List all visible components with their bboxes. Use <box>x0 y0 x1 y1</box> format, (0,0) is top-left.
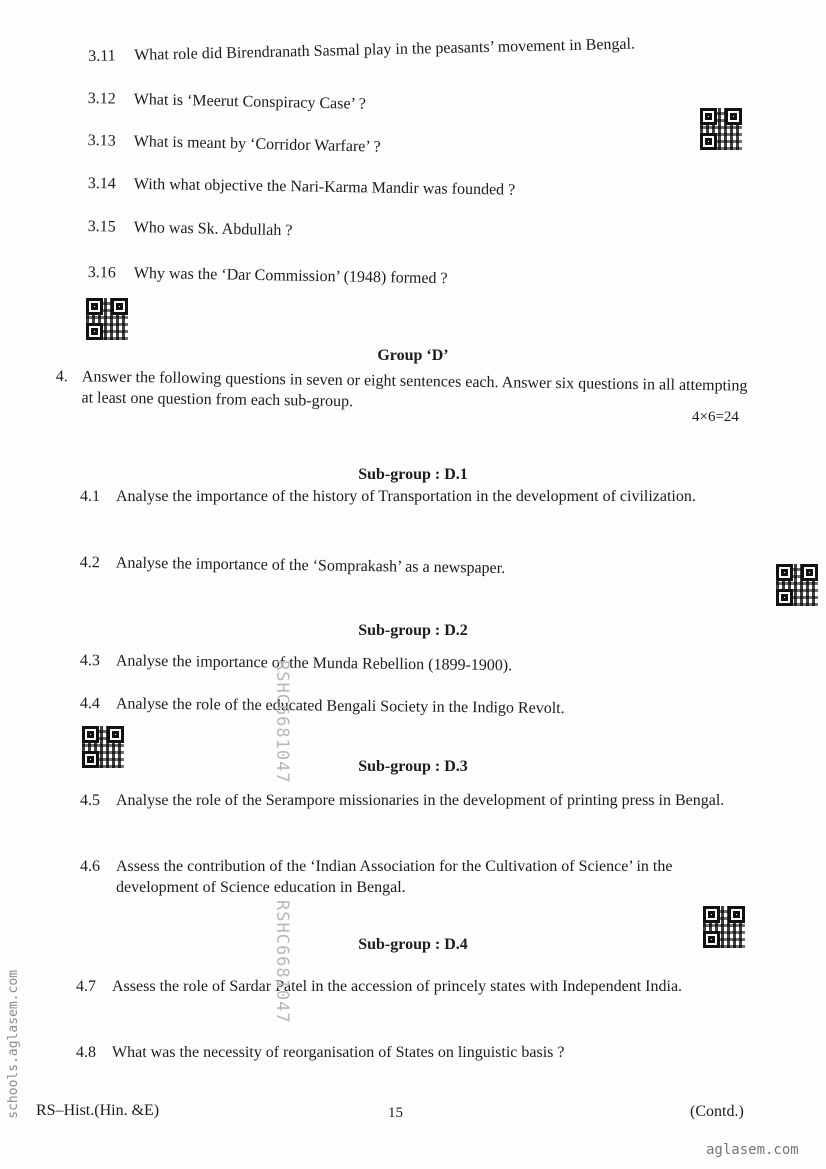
question-text: Why was the ‘Dar Commission’ (1948) formed ? <box>133 264 448 288</box>
qr-code-image <box>776 564 818 606</box>
paper-code: RS–Hist.(Hin. &E) <box>36 1102 160 1119</box>
question-3-16 <box>88 262 648 293</box>
question-text: Analyse the importance of the history of Transportation in the development of civilization. <box>116 488 696 505</box>
side-watermark: schools.aglasem.com <box>6 970 21 1119</box>
question-number: 3.13 <box>87 131 116 150</box>
instruction-text: Answer the following questions in seven or eight sentences each. Answer six questions in all attempting at least one question from each sub-group. <box>81 368 748 411</box>
question-text: Assess the contribution of the ‘Indian Association for the Cultivation of Science’ in the development of Science education in Bengal. <box>116 858 673 896</box>
question-4-6 <box>80 856 752 898</box>
question-3-14 <box>88 173 648 203</box>
question-number: 3.11 <box>88 47 116 65</box>
center-watermark: RSHC6681047 <box>272 660 292 784</box>
site-watermark: aglasem.com <box>706 1142 799 1158</box>
instruction-number: 4. <box>55 367 68 386</box>
question-text: Analyse the importance of the Munda Rebellion (1899-1900). <box>115 652 513 675</box>
question-number: 4.7 <box>76 978 96 995</box>
question-text: What role did Birendranath Sasmal play in the peasants’ movement in Bengal. <box>134 35 636 64</box>
question-text: Analyse the importance of the ‘Somprakash’ as a newspaper. <box>115 554 506 577</box>
subgroup-d4-title: Sub-group : D.4 <box>358 936 468 953</box>
group-d-title: Group ‘D’ <box>377 347 449 364</box>
group-d-instruction <box>55 366 756 418</box>
subgroup-d2-title: Sub-group : D.2 <box>358 622 468 639</box>
center-watermark: RSHC6681047 <box>272 900 292 1024</box>
question-4-5 <box>80 790 752 811</box>
contd-label: (Contd.) <box>690 1103 744 1120</box>
question-number: 3.16 <box>87 263 116 282</box>
question-number: 4.6 <box>80 858 100 875</box>
question-3-12 <box>88 88 648 121</box>
question-number: 3.15 <box>87 217 116 236</box>
question-text: Who was Sk. Abdullah ? <box>133 218 293 240</box>
question-text: What is meant by ‘Corridor Warfare’ ? <box>133 133 381 156</box>
subgroup-d1-title: Sub-group : D.1 <box>358 466 468 483</box>
question-4-2 <box>80 552 752 582</box>
question-3-13 <box>88 130 648 164</box>
question-number: 3.12 <box>87 89 116 108</box>
question-4-3 <box>80 650 752 679</box>
question-4-7 <box>76 976 754 997</box>
question-text: Assess the role of Sardar Patel in the accession of princely states with Independent India. <box>112 978 683 995</box>
question-4-4 <box>80 693 752 721</box>
question-number: 4.3 <box>79 651 100 670</box>
question-number: 4.5 <box>80 792 100 809</box>
question-number: 4.8 <box>76 1044 96 1061</box>
question-4-1 <box>80 486 752 507</box>
question-number: 4.1 <box>80 488 100 505</box>
page-number: 15 <box>388 1105 403 1121</box>
question-number: 4.4 <box>79 694 100 713</box>
question-4-8 <box>76 1042 754 1063</box>
marks-label: 4×6=24 <box>692 409 739 425</box>
question-text: What is ‘Meerut Conspiracy Case’ ? <box>133 90 366 113</box>
question-3-11 <box>88 31 728 67</box>
qr-code-image <box>86 298 128 340</box>
question-number: 3.14 <box>87 174 116 193</box>
qr-code-image <box>700 108 742 150</box>
question-text: Analyse the role of the educated Bengali Society in the Indigo Revolt. <box>115 695 565 718</box>
question-text: What was the necessity of reorganisation of States on linguistic basis ? <box>112 1044 565 1061</box>
question-text: Analyse the role of the Serampore missionaries in the development of printing press in Bengal. <box>116 792 725 809</box>
question-3-15 <box>88 216 648 249</box>
question-text: With what objective the Nari-Karma Mandir was founded ? <box>133 175 516 199</box>
subgroup-d3-title: Sub-group : D.3 <box>358 758 468 775</box>
question-number: 4.2 <box>79 553 100 572</box>
